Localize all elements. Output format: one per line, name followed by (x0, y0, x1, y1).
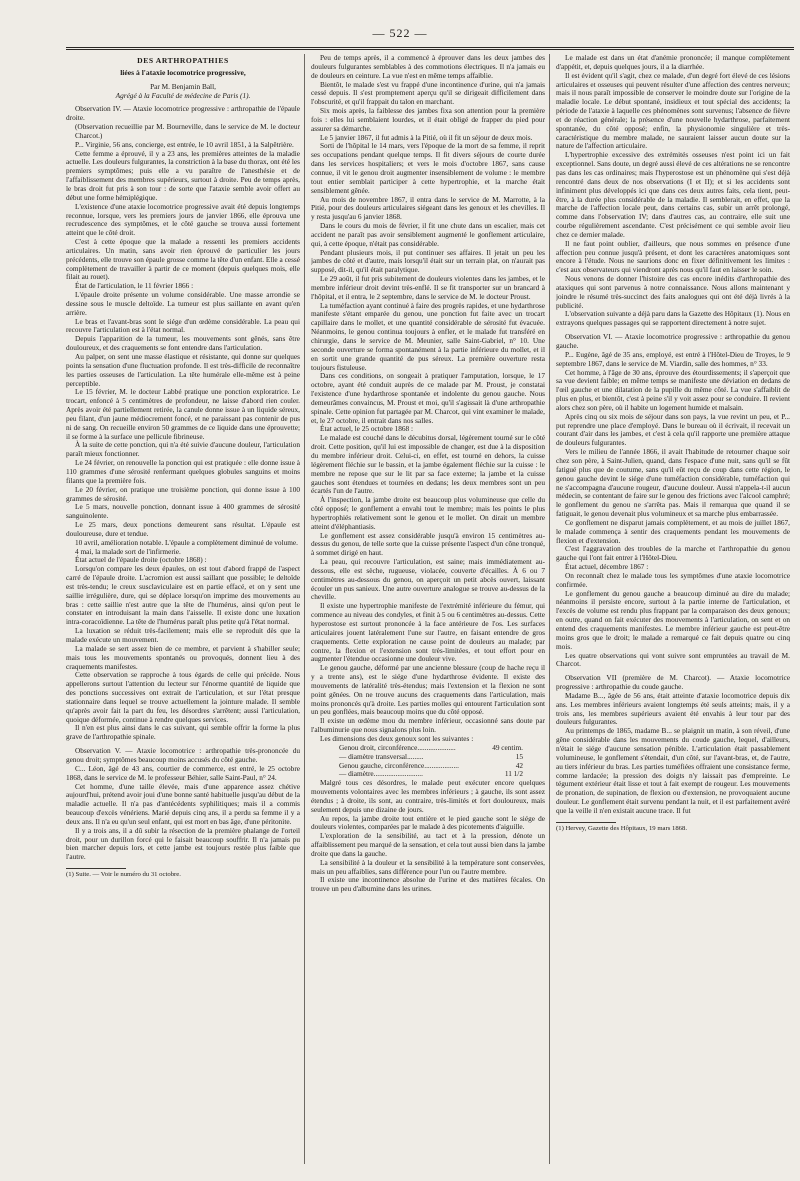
paragraph: État actuel, le 25 octobre 1868 : (320, 424, 414, 434)
paragraph: Le 5 mars, nouvelle ponction, donnant issue à 400 grammes de sérosité sanguinolente. (66, 502, 300, 521)
paragraph: Cette femme a éprouvé, il y a 23 ans, les premières atteintes de la maladie actuelle. Les douleurs fulgurantes, la constriction à la base du thorax, ont été les premiers symptômes; puis elle a vu paraître de l'anesthésie et de l'affaiblissement des membres supérieurs, surtout à droite. Peu de temps après, le bras droit fut pris à son tour : de sorte que l'ataxie semble avoir offert au début une forme hémiplégique. (66, 148, 300, 202)
paragraph: P... Virginie, 56 ans, concierge, est entrée, le 10 avril 1851, à la Salpêtrière. (75, 139, 294, 149)
header-rule (66, 47, 794, 50)
paragraph: À la suite de cette ponction, qui n'a été suivie d'aucune douleur, l'articulation paraît mieux fonctionner. (66, 440, 300, 459)
paragraph: 10 avril, amélioration notable. L'épaule a complètement diminué de volume. (75, 537, 298, 547)
paragraph: Le 29 août, il fut pris subitement de douleurs violentes dans les jambes, et le membre inférieur droit devint très-enflé. Il se fit transporter sur un brancard à l'hôpital, et il entra, le 2 septembre, dans le service de M. le docteur Proust. (311, 274, 545, 301)
paragraph: La peau, qui recouvre l'articulation, est saine; mais immédiatement au-dessous, elle est sèche, rugueuse, violacée, couverte d'écailles. À 6 ou 7 centimètres au-dessous du genou, on aperçoit un petit abcès ouvert, laissant écouler un pus sanieux. Une autre ouverture analogue se trouve au-dessus de la cheville. (311, 557, 545, 602)
paragraph: Le 20 février, on pratique une troisième ponction, qui donne issue à 100 grammes de sérosité. (66, 484, 300, 503)
paragraph: Les dimensions des deux genoux sont les suivantes : (320, 733, 474, 743)
paragraph: La luxation se réduit très-facilement; mais elle se reproduit dès que la malade exécute un mouvement. (66, 626, 300, 644)
paragraph: La tuméfaction ayant continué à faire des progrès rapides, et une hydarthrose manifeste s'étant emparée du genou, une ponction fut faite avec un trocart capillaire dans le mollet, et une quantité considérable de sérosité fut évacuée. Néanmoins, le genou continua toujours à enfler, et le malade fut transféré en chirurgie, dans le service de M. Meunier, salle Saint-Gabriel, n° 10. Une seconde ouverture se forma spontanément à la partie inférieure du mollet, et il en sortit une grande quantité de pus séreux. La première ouverture resta toujours fistuleuse. (311, 300, 545, 372)
paragraph-list (556, 692, 790, 816)
paragraph: État actuel, décembre 1867 : (565, 562, 649, 572)
paragraph: P... Eugène, âgé de 35 ans, employé, est entré à l'Hôtel-Dieu de Troyes, le 9 septembre 1867, dans le service de M. Viardin, salle des hommes, n° 33. (556, 349, 790, 368)
measurement-label: Genou droit, circonférence..................... (339, 742, 456, 752)
paragraph: Madame B..., âgée de 56 ans, était atteinte d'ataxie locomotrice depuis dix ans. Les membres inférieurs avaient longtemps été seuls atteints; mais, il y a trois ans, les membres supérieurs avaient été envahis à leur tour par des douleurs fulgurantes. (556, 690, 790, 727)
paragraph: Au mois de novembre 1867, il entra dans le service de M. Marrotte, à la Pitié, pour des douleurs articulaires siégeant dans les genoux et les chevilles. Il y resta jusqu'au 6 janvier 1868. (311, 194, 545, 222)
paragraph: L'exploration de la sensibilité, au tact et à la pression, dénote un affaiblissement peu marqué de la sensation, et cela tout aussi bien dans la jambe droite que dans la gauche. (311, 831, 545, 858)
paragraph: Au repos, la jambe droite tout entière et le pied gauche sont le siége de douleurs violentes, comparées par le malade à des picotements d'aiguille. (311, 813, 545, 832)
paragraph: Le bras et l'avant-bras sont le siége d'un œdème considérable. La peau qui recouvre l'articulation est à l'état normal. (66, 316, 300, 335)
paragraph: Nous venons de donner l'histoire des cas encore inédits d'arthropathie des ataxiques qui sont parvenus à notre connaissance. Nous allons maintenant y joindre le résumé très-succinct des faits analogues qui ont été déjà livrés à la publicité. (556, 274, 790, 310)
paragraph: La sensibilité à la douleur et la sensibilité à la température sont conservées, mais un peu affaiblies, sans différence pour l'un ou l'autre membre. (311, 857, 545, 876)
paragraph-list (311, 779, 545, 894)
footnote-rule (66, 868, 126, 869)
measurement-label: — diamètre........................... (339, 769, 423, 779)
footnote-rule (556, 822, 616, 823)
measurement-value: 49 centim. (492, 742, 523, 752)
page-number: — 522 — (372, 26, 428, 40)
paragraph: Les quatre observations qui vont suivre sont empruntées au travail de M. Charcot. (556, 650, 790, 669)
paragraph: Il n'en est plus ainsi dans le cas suivant, qui semble offrir la forme la plus grave de l'arthropathie spinale. (66, 723, 300, 742)
paragraph: Peu de temps après, il a commencé à éprouver dans les deux jambes des douleurs fulgurantes semblables à des commotions électriques. Il n'a jamais eu de douleurs en ceinture. La vue n'est en même temps affaiblie. (311, 54, 545, 80)
article-subtitle: liées à l'ataxie locomotrice progressive, (120, 67, 246, 77)
paragraph: Il existe un œdème mou du membre inférieur, occasionné sans doute par l'albuminurie que nous signalons plus loin. (311, 716, 545, 735)
paragraph-list (556, 54, 790, 328)
paragraph: Cette observation se rapproche à tous égards de celle qui précède. Nous appellerons surtout l'attention du lecteur sur l'énorme quantité de liquide que des ponctions successives ont extrait de l'articulation, et sur l'état presque stationnaire dans lequel se trouve actuellement la jointure malade. Il semble qu'après avoir fait la part du feu, les désordres s'arrêtent; aussi l'articulation, quoique déformée, continue à rendre quelques services. (66, 670, 300, 724)
paragraph: L'épaule droite présente un volume considérable. Une masse arrondie se dessine sous le muscle deltoïde. La tumeur est plus saillante en avant qu'en arrière. (66, 290, 300, 317)
measurement-table (311, 744, 545, 779)
paragraph: Le 15 février, M. le docteur Labbé pratique une ponction exploratrice. Le trocart, enfoncé à 5 centimètres de profondeur, ne laisse d'abord rien couler. Après avoir été partiellement retirée, la canule donne issue à un liquide séreux, peu filant, d'un jaune médiocrement foncé, et ne paraissant pas contenir de pus ni de sang. On recueille environ 50 grammes de ce liquide dans une éprouvette; il se forme à la surface une pellicule fibrineuse. (66, 387, 300, 441)
paragraph: Dans ces conditions, on songeait à pratiquer l'amputation, lorsque, le 17 octobre, ayant été conduit auprès de ce malade par M. Proust, je constatai l'existence d'une hydarthrose spontanée et indolente du genou gauche. Nous demeurâmes convaincus, M. Proust et moi, qu'il s'agissait là d'une arthropathie spinale. Cette opinion fut partagée par M. Charcot, qui vint examiner le malade, et, le 27 octobre, il entrait dans nos salles. (311, 371, 545, 425)
footnote: (1) Hervey, Gazette des Hôpitaux, 19 mars 1868. (556, 824, 688, 832)
paragraph: Il y a trois ans, il a dû subir la résection de la première phalange de l'orteil droit, pour un durillon forcé qui le faisait beaucoup souffrir. Il n'a jamais pu bien marcher depuis lors, et cette jambe est toujours restée plus faible que l'autre. (66, 825, 300, 862)
measurement-value: 11 1/2 (504, 769, 523, 779)
paragraph: La malade se sert assez bien de ce membre, et parvient à s'habiller seule; mais tous les mouvements spontanés ou provoqués, donnent lieu à des craquements manifestes. (66, 643, 300, 671)
paragraph: Le gonflement est assez considérable jusqu'à environ 15 centimètres au-dessus du genou, de telle sorte que la cuisse présente l'aspect d'un cône tronqué, à sommet dirigé en haut. (311, 530, 545, 558)
column-3 (556, 54, 790, 1164)
footnote: (1) Suite. — Voir le numéro du 31 octobre. (66, 871, 181, 879)
paragraph: Il est évident qu'il s'agit, chez ce malade, d'un degré fort élevé de ces lésions articulaires et osseuses qui peuvent résulter d'une affection des centres nerveux; mais il nous paraît impossible de conserver le moindre doute sur l'origine de la maladie locale. Le début spontané, insidieux et tout spécial des accidents; la période de l'ataxie à laquelle ces phénomènes sont survenus; l'absence de fièvre et de réaction générale; la présence d'une nouvelle hydarthrose, parfaitement spontanée, du côté opposé; enfin, la physionomie singulière et très-caractéristique du membre malade, ne sauraient laisser aucun doute sur la nature de l'affection articulaire. (556, 70, 790, 151)
observation-heading: Observation IV. — Ataxie locomotrice progressive : arthropathie de l'épaule droite. (66, 104, 300, 123)
article-affiliation: Agrégé à la Faculté de médecine de Paris (1). (115, 90, 251, 100)
paragraph: Il ne faut point oublier, d'ailleurs, que nous sommes en présence d'une affection peu connue jusqu'à présent, et dont les caractères anatomiques sont encore à l'étude. Nous ne saurions donc en fixer définitivement les limites : c'est aux observateurs qui viendront après nous qu'il faut en laisser le soin. (556, 238, 790, 275)
paragraph-list (66, 765, 300, 862)
column-rule (304, 54, 305, 1164)
observation-heading: Observation V. — Ataxie locomotrice : arthropathie très-prononcée du genou droit; symptômes beaucoup moins accusés du côté gauche. (66, 746, 300, 764)
paragraph: Six mois après, la faiblesse des jambes fixa son attention pour la première fois : elles lui semblaient lourdes, et il était obligé de frapper du pied pour assurer sa démarche. (311, 106, 545, 133)
paragraph: Dans le cours du mois de février, il fit une chute dans un escalier, mais cet accident ne paraît pas avoir sensiblement augmenté le gonflement articulaire, qui, à cette époque, n'était pas considérable. (311, 221, 545, 248)
column-rule (549, 54, 550, 1164)
paragraph: État de l'articulation, le 11 février 1866 : (75, 281, 194, 291)
column-1 (66, 54, 300, 1164)
paragraph: 4 mai, la malade sort de l'infirmerie. (75, 546, 181, 556)
paragraph: Au printemps de 1865, madame B... se plaignit un matin, à son réveil, d'une gêne considérable dans les mouvements du coude gauche, lequel, d'ailleurs, n'était le siége d'aucune sensation pénible. L'articulation était passablement volumineuse, le gonflement s'étendait, d'un côté, sur l'avant-bras, et, de l'autre, au tiers inférieur du bras. Les parties tuméfiées offraient une consistance ferme, comme lardacée; la pression des doigts n'y laissait pas d'empreinte. Le tégument extérieur était lisse et tout à fait exempt de rougeur. Les mouvements de pronation, de supination, de flexion ou d'extension, ne provoquaient aucune douleur. Le gonflement était survenu pendant la nuit, et il est parfaitement avéré que la veille il n'en existait aucune trace. Il fut (556, 726, 790, 815)
paragraph: On reconnaît chez le malade tous les symptômes d'une ataxie locomotrice confirmée. (556, 570, 790, 589)
paragraph: Vers le milieu de l'année 1866, il avait l'habitude de retourner chaque soir chez son père, à Saint-Julien, quand, dans l'espace d'une nuit, sans qu'il se fût fatigué plus que de coutume, sans qu'il eût reçu de coup dans cette région, le genou gauche devint le siége d'une tuméfaction considérable, tuméfaction qui ne s'accompagna d'aucune rougeur, d'aucune douleur. Aussi n'appela-t-il aucun médecin, se contentant de faire sur le genou des frictions avec l'alcool camphré; le gonflement du genou ne s'arrêta pas. Mais il remarqua que quand il se fatiguait, le genou devenait plus volumineux et sa marche plus embarrassée. (556, 447, 790, 519)
paragraph: C'est à cette époque que la malade a ressenti les premiers accidents articulaires. Un matin, sans avoir rien éprouvé de particulier les jours précédents, elle trouve son épaule grosse comme la tête d'un enfant. Elle a cessé complètement de travailler à partir de ce moment (depuis quelques mois, elle filait au rouet). (66, 237, 300, 282)
paragraph: L'hypertrophie excessive des extrémités osseuses n'est point ici un fait exceptionnel. Sans doute, un degré aussi élevé de ces altérations ne se rencontre pas dans les cas ordinaires; mais l'hyperostose est un phénomène qui s'est déjà rencontré dans deux de nos observations (I et II); et si les accidents sont infiniment plus développés ici que dans ces deux autres faits, cela tient, peut-être, à la durée plus considérable de la maladie. Il semblerait, en effet, que la marche de l'affection locale peut, dans certains cas, subir un arrêt prolongé, comme dans l'observation IV; dans d'autres cas, au contraire, elle suit une courbe régulièrement ascendante. C'est précisément ce qui semble avoir lieu chez ce dernier malade. (556, 150, 790, 239)
paragraph: Le malade est couché dans le décubitus dorsal, légèrement tourné sur le côté droit. Cette position, qu'il lui est impossible de changer, est due à la disposition du membre inférieur droit. Celui-ci, en effet, est tourné en dehors, la cuisse légèrement fléchie sur le bassin, et la jambe également fléchie sur la cuisse : le membre ne repose que sur le lit par sa face externe; la jambe et la cuisse gauches sont étendues et tournées en dedans; les deux membres sont un peu écartés l'un de l'autre. (311, 433, 545, 496)
observation-heading: Observation VII (première de M. Charcot). — Ataxie locomotrice progressive : arthropathie du coude gauche. (556, 673, 790, 692)
paragraph: Le gonflement du genou gauche a beaucoup diminué au dire du malade; néanmoins il persiste encore, surtout à la partie interne de l'articulation, et l'excès de volume est rendu plus frappant par la comparaison des deux genoux; en outre, quand on fait exécuter des mouvements à l'articulation, on sent et on entend des craquements manifestes. Le membre inférieur gauche est peut-être moins gros que le droit; le malade a remarqué ce fait depuis quatre ou cinq mois. (556, 588, 790, 651)
article-title: DES ARTHROPATHIES (137, 56, 229, 65)
paragraph: Depuis l'apparition de la tumeur, les mouvements sont gênés, sans être douloureux, et des craquements se font entendre dans l'articulation. (66, 334, 300, 353)
paragraph-list (66, 141, 300, 742)
observation-source: (Observation recueillie par M. Bourneville, dans le service de M. le docteur Charcot.) (75, 122, 300, 140)
paragraph: Il existe une hypertrophie manifeste de l'extrémité inférieure du fémur, qui commence au niveau des condyles, et finit à 5 ou 6 centimètres au-dessus. Cette hyperostose est surtout prononcée à la face antérieure de l'os. Les surfaces articulaires jouent latéralement l'une sur l'autre, en faisant entendre de gros craquements. Cette exploration ne cause point de douleurs au malade; par contre, la flexion et l'extension sont très-limitées, et tout effort pour en augmenter l'étendue occasionne une douleur vive. (311, 601, 545, 664)
paragraph: C'est l'aggravation des troubles de la marche et l'arthropathie du genou gauche qui l'ont fait entrer à l'Hôtel-Dieu. (556, 544, 790, 563)
article-author: Par M. Benjamin Ball, (150, 81, 216, 91)
column-2 (311, 54, 545, 1164)
paragraph-list (556, 351, 790, 669)
paragraph: Sorti de l'hôpital le 14 mars, vers l'époque de la mort de sa femme, il reprit ses occupations pendant quelque temps. Il fit divers séjours de courte durée dans les services hospitaliers; et vers le mois d'octobre 1867, sans cause connue, il vit le genou droit augmenter insensiblement de volume : le membre tout entier semblait participer à cette hypertrophie, et la marche était sensiblement gênée. (311, 141, 545, 195)
paragraph: Le 25 mars, deux ponctions demeurent sans résultat. L'épaule est douloureuse, dure et tendue. (66, 520, 300, 538)
paragraph: C... Léon, âgé de 43 ans, courtier de commerce, est entré, le 25 octobre 1868, dans le service de M. le professeur Béhier, salle Saint-Paul, n° 24. (66, 763, 300, 782)
measurement-label: — diamètre transversal......... (339, 751, 424, 761)
paragraph: Cet homme, à l'âge de 30 ans, éprouve des étourdissements; il s'aperçoit que sa vue devient faible; en même temps se manifeste une déviation en dedans de l'œil gauche et une dilatation de la pupille du même côté. La vue s'affaiblit de plus en plus, et bientôt, c'est à peine s'il y voit assez pour se conduire. Il revient alors chez son père, où il habite un logement humide et malsain. (556, 367, 790, 412)
measurement-value: 42 (515, 760, 523, 770)
paragraph: État actuel de l'épaule droite (octobre 1868) : (75, 555, 207, 565)
paragraph: L'existence d'une ataxie locomotrice progressive avait été depuis longtemps reconnue, lorsque, vers les premiers jours de janvier 1866, elle éprouva une recrudescence des symptômes, et le côté gauche se trouva aussi fortement atteint que le côté droit. (66, 201, 300, 238)
paragraph: À l'inspection, la jambe droite est beaucoup plus volumineuse que celle du côté opposé; le gonflement a envahi tout le membre; mais les points le plus hypertrophiés relativement sont le genou et le mollet. On dirait un membre atteint d'éléphantiasis. (311, 495, 545, 531)
paragraph: Le 5 janvier 1867, il fut admis à la Pitié, où il fit un séjour de deux mois. (320, 132, 533, 142)
paragraph: Malgré tous ces désordres, le malade peut exécuter encore quelques mouvements volontaires avec les membres inférieurs ; à gauche, ils sont assez étendus ; à droite, ils sont, au contraire, très-limités et fort douloureux, mais seulement depuis une dizaine de jours. (311, 778, 545, 814)
paragraph: Le malade est dans un état d'anémie prononcée; il manque complètement d'appétit, et, depuis quelques jours, il a la diarrhée. (556, 54, 790, 71)
paragraph: Pendant plusieurs mois, il put continuer ses affaires. Il jetait un peu les jambes de côté et d'autre, mais lorsqu'il était sur un terrain plat, on n'aurait pas supposé, dit-il, qu'il était paralytique. (311, 247, 545, 275)
observation-heading: Observation VI. — Ataxie locomotrice progressive : arthropathie du genou gauche. (556, 332, 790, 350)
paragraph: Lorsqu'on compare les deux épaules, on est tout d'abord frappé de l'aspect carré de l'épaule droite. L'acromion est aussi saillant que possible; le deltoïde est très-tendu; le creux susclaviculaire est en partie effacé, et on y sent une saillie irrégulière, dure, qui se déplace lorsqu'on imprime des mouvements au bras : cette saillie n'est autre que la tête de l'humérus, ainsi qu'on peut le constater en introduisant la main dans l'aisselle. Il existe donc une luxation intra-coracoïdienne. La tête de l'humérus paraît plus petite qu'à l'état normal. (66, 564, 300, 627)
paragraph: L'observation suivante a déjà paru dans la Gazette des Hôpitaux (1). Nous en extrayons quelques passages qui se rapportent directement à notre sujet. (556, 309, 790, 328)
measurement-value: 15 (515, 751, 523, 761)
paragraph: Il existe une incontinence absolue de l'urine et des matières fécales. On trouve un peu d'albumine dans les urines. (311, 875, 545, 894)
paragraph: Cet homme, d'une taille élevée, mais d'une apparence assez chétive aujourd'hui, prétend avoir joui d'une bonne santé habituelle jusqu'au début de la maladie actuelle. Il n'a pas d'antécédents syphilitiques; mais il a commis beaucoup d'excès vénériens. Marié depuis cinq ans, il a perdu sa femme il y a deux ans. Il n'a eu qu'un seul enfant, qui est mort en bas âge, d'une péritonite. (66, 781, 300, 826)
paragraph: Le genou gauche, déformé par une ancienne blessure (coup de hache reçu il y a trente ans), est le siége d'une hydarthrose évidente. Il existe des mouvements de latéralité très-étendus; mais l'extension et la flexion ne sont point gênées. On ne trouve aucuns des craquements dans l'articulation, mais moins prononcés qu'à droite. Les parties molles qui entourent l'articulation sont un peu gonflées, mais beaucoup moins que du côté opposé. (311, 663, 545, 717)
paragraph: Après cinq ou six mois de séjour dans son pays, la vue revint un peu, et P... put reprendre une place d'employé. Dans le bureau où il écrivait, il recevait un courant d'air dans les jambes, et c'est à cela qu'il rapporte une première attaque de douleurs fulgurantes. (556, 411, 790, 448)
paragraph: Au palper, on sent une masse élastique et résistante, qui donne sur quelques points la sensation d'une fluctuation profonde. Il est très-difficile de reconnaître les parties osseuses de l'articulation. La tête humérale elle-même est à peine perceptible. (66, 352, 300, 388)
paragraph: Ce gonflement ne disparut jamais complètement, et au mois de juillet 1867, le malade commença à sentir des craquements pendant les mouvements de flexion et d'extension. (556, 517, 790, 545)
paragraph-list (311, 54, 545, 744)
paragraph: Bientôt, le malade s'est vu frappé d'une incontinence d'urine, qui n'a jamais cessé depuis. Il s'est promptement aperçu qu'il se dirigeait difficilement dans l'obscurité, et qu'il frappait du talon en marchant. (311, 79, 545, 107)
paragraph: Le 24 février, on renouvelle la ponction qui est pratiquée : elle donne issue à 110 grammes d'une sérosité renfermant quelques globules sanguins et moins filants que la première fois. (66, 458, 300, 485)
measurement-label: Genou gauche, circonférence................... (339, 760, 459, 770)
